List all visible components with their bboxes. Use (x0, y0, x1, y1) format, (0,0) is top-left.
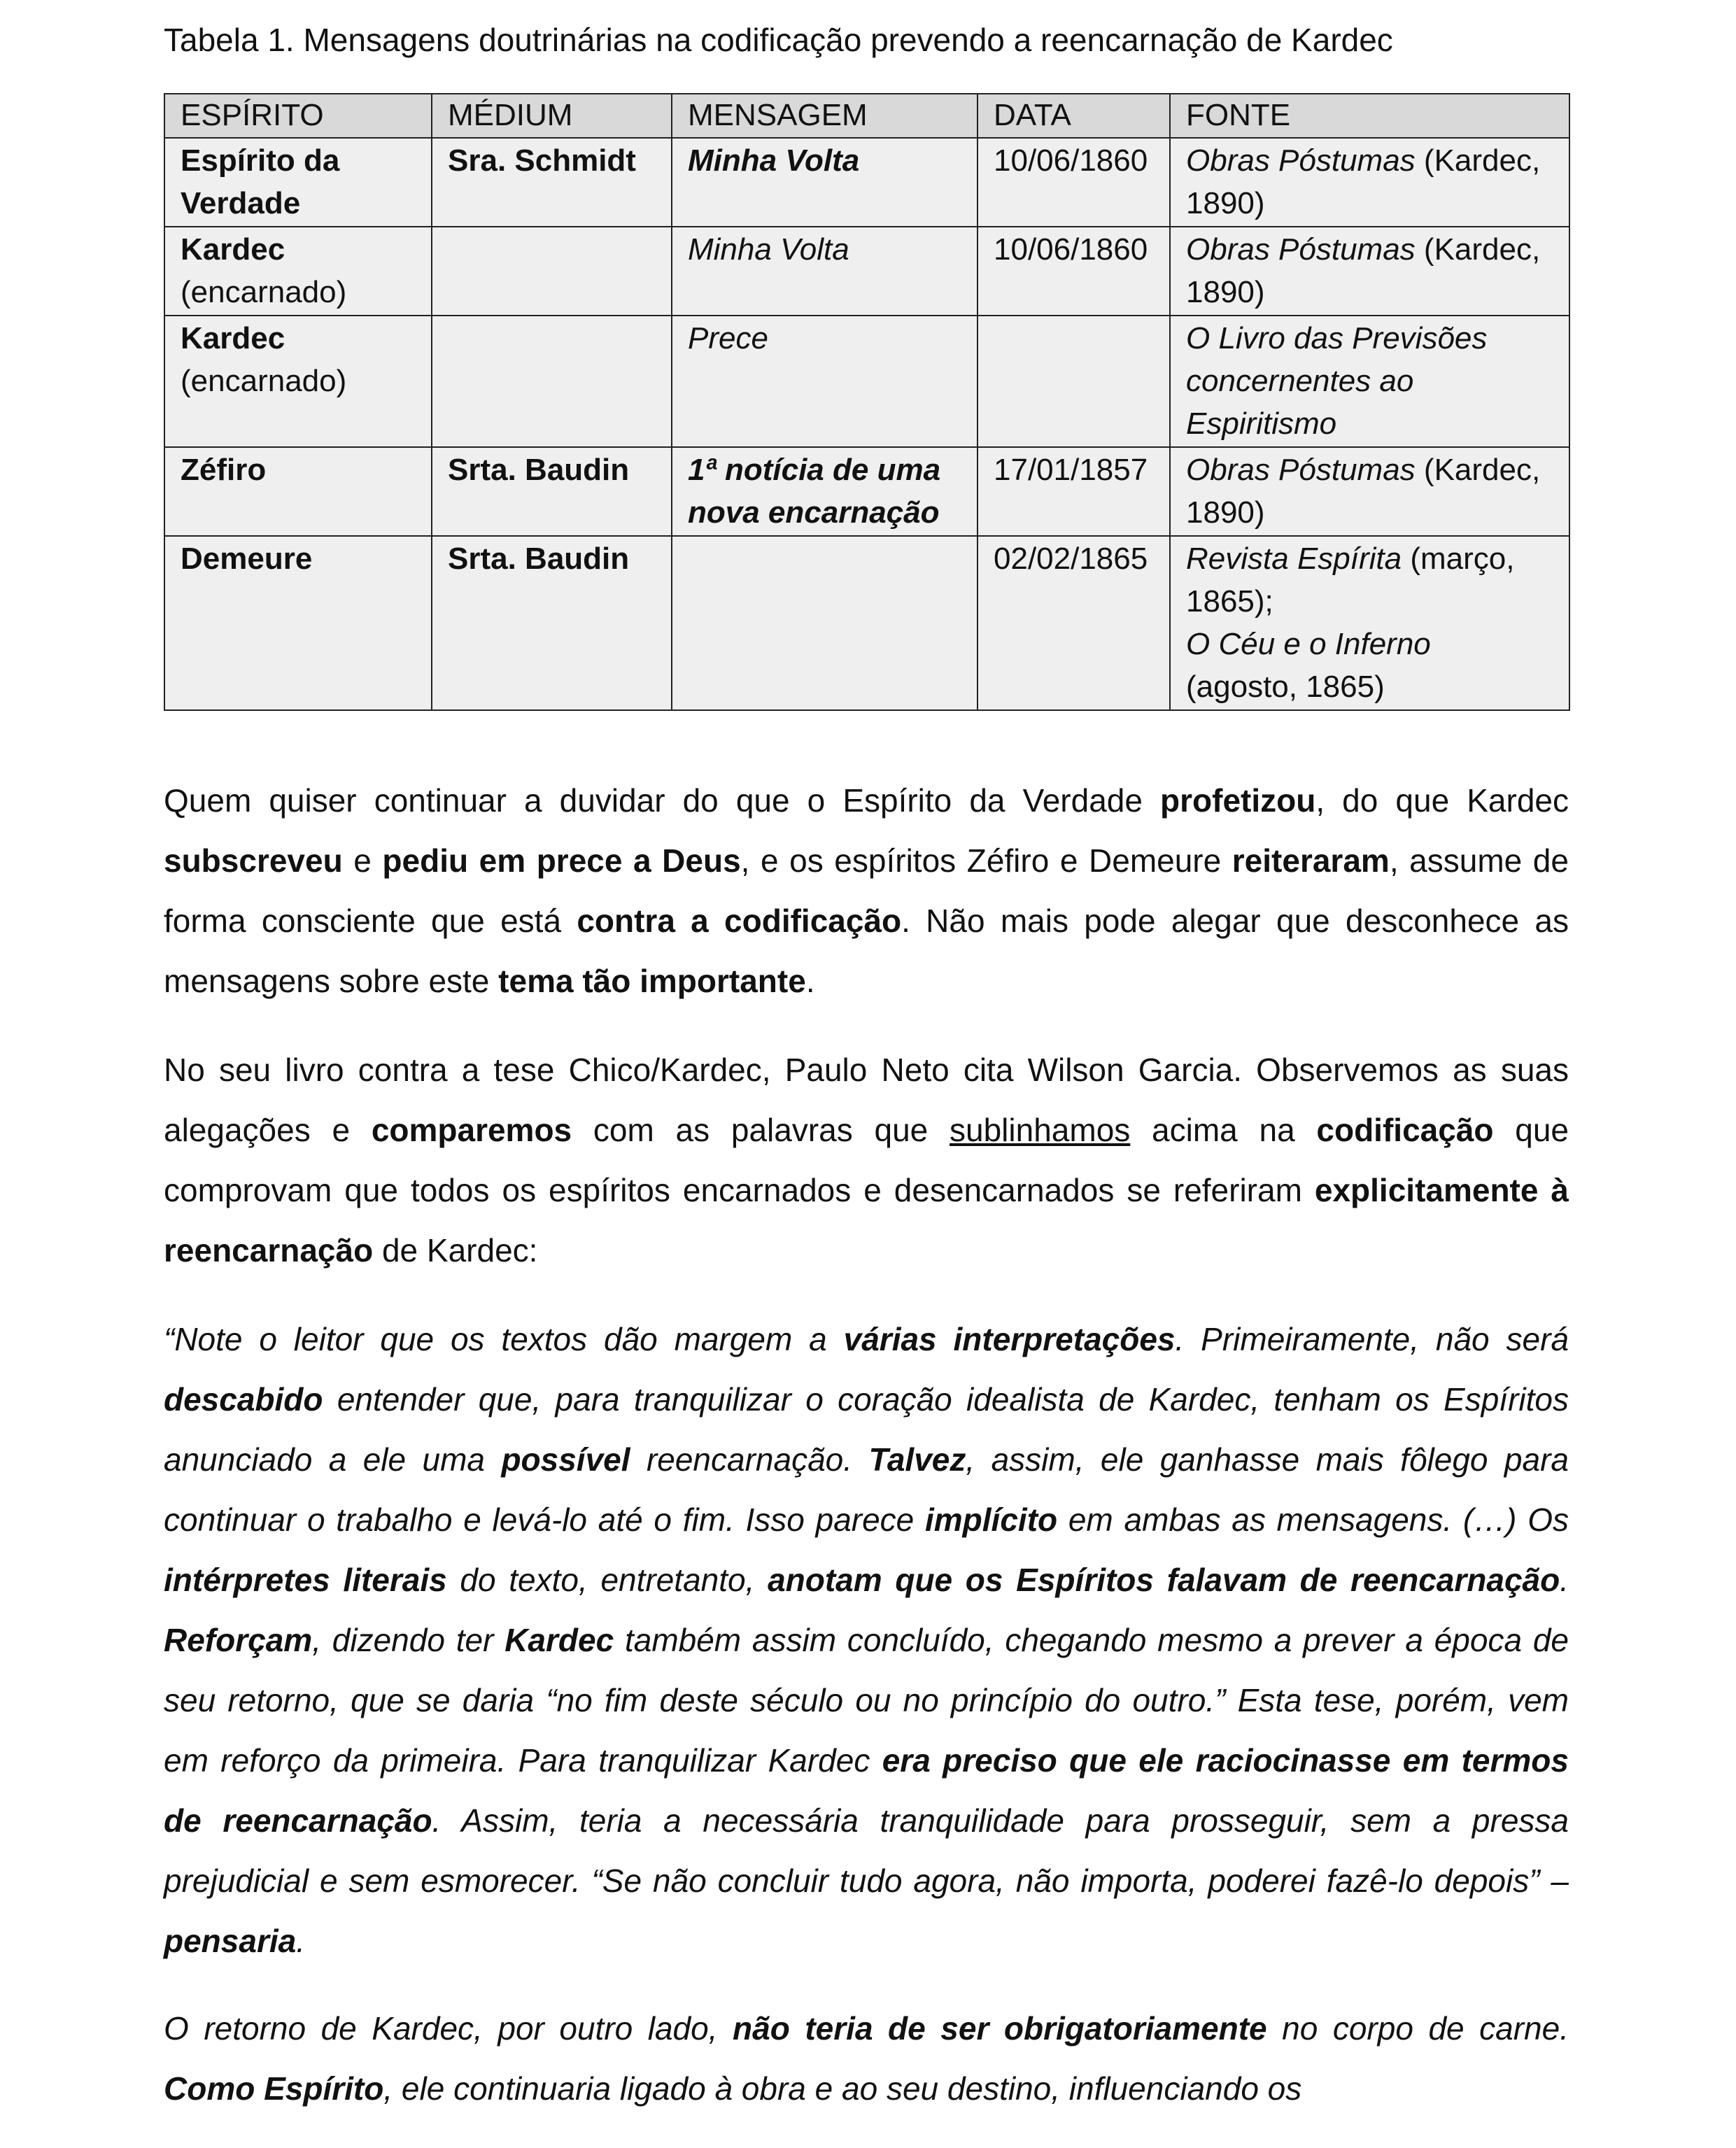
cell-medium (432, 227, 672, 316)
text-run: que comprovam que todos os espíritos encarnados e desencarnados se referiram (164, 1112, 1569, 1208)
text-run: do texto, entretanto, (446, 1562, 768, 1598)
cell-espirito (164, 227, 432, 316)
text-run: , do que Kardec (1315, 782, 1569, 819)
fonte-detail: (Kardec, 1890) (1186, 232, 1541, 309)
fonte-title: Obras Póstumas (1186, 143, 1416, 178)
text-run: . (1560, 1562, 1569, 1598)
bold-run: várias interpretações (843, 1321, 1176, 1357)
bold-run: subscreveu (164, 842, 343, 879)
cell-medium: Sra. Schmidt (432, 138, 672, 227)
table-row (164, 138, 1569, 227)
espirito-name: Kardec (181, 232, 285, 267)
bold-run: não teria de ser obrigatoriamente (733, 2010, 1267, 2047)
cell-mensagem: 1ª notícia de uma nova encarnação (672, 447, 978, 536)
paragraph-2 (164, 1040, 1569, 1280)
text-run: . Não mais pode alegar que desconhece as mensagens sobre este (164, 903, 1569, 999)
text-run: também assim concluído, chegando mesmo a prever a época de seu retorno, que se daria “no fim deste século ou no princípio do outro.” Esta tese, porém, vem em reforço da primeira. Para tranquilizar Kardec (164, 1622, 1569, 1779)
cell-mensagem: Minha Volta (672, 138, 978, 227)
cell-data: 17/01/1857 (978, 447, 1170, 536)
bold-run: Reforçam (164, 1622, 313, 1658)
table-caption: Tabela 1. Mensagens doutrinárias na codificação prevendo a reencarnação de Kardec (164, 22, 1393, 58)
fonte-detail: (Kardec, 1890) (1186, 143, 1541, 220)
bold-run: profetizou (1160, 782, 1316, 819)
cell-fonte: O Livro das Previsões concernentes ao Espiritismo (1170, 316, 1569, 447)
bold-run: pediu em prece a Deus (382, 842, 741, 879)
text-run: entender que, para tranquilizar o coração idealista de Kardec, tenham os Espíritos anunciado a ele uma (164, 1381, 1569, 1478)
bold-run: implícito (924, 1502, 1058, 1538)
espirito-name: Kardec (181, 321, 285, 355)
paragraph-1 (164, 770, 1569, 1011)
text-run: em ambas as mensagens. (…) Os (1057, 1502, 1569, 1538)
underlined-run: sublinhamos (950, 1112, 1131, 1148)
text-run: , dizendo ter (312, 1622, 505, 1658)
text-run: , assim, ele ganhasse mais fôlego para continuar o trabalho e levá-lo até o fim. Isso parece (164, 1441, 1569, 1538)
fonte-title: Obras Póstumas (1186, 453, 1416, 487)
bold-run: contra a codificação (577, 903, 902, 939)
cell-espirito: Espírito da Verdade (164, 138, 432, 227)
cell-fonte (1170, 138, 1569, 227)
header-mensagem: MENSAGEM (672, 94, 978, 138)
cell-espirito (164, 316, 432, 447)
table-row (164, 536, 1569, 710)
header-data: DATA (978, 94, 1170, 138)
fonte-title-2: O Céu e o Inferno (1186, 627, 1431, 661)
cell-data: 10/06/1860 (978, 227, 1170, 316)
espirito-note: (encarnado) (181, 364, 347, 398)
bold-run: Como Espírito (164, 2070, 384, 2107)
fonte-detail: (Kardec, 1890) (1186, 453, 1541, 530)
table-row (164, 227, 1569, 316)
cell-data: 10/06/1860 (978, 138, 1170, 227)
cell-data (978, 316, 1170, 447)
paragraph-4 (164, 1998, 1569, 2119)
text-run: . Assim, teria a necessária tranquilidade para prosseguir, sem a pressa prejudicial e sem esmorecer. “Se não concluir tudo agora, não importa, poderei fazê-lo depois” – (164, 1802, 1569, 1899)
bold-run: codificação (1316, 1112, 1494, 1148)
text-run: . (805, 963, 815, 999)
fonte-detail: (março, 1865); (1186, 542, 1515, 619)
bold-run: Talvez (868, 1441, 966, 1478)
cell-mensagem (672, 536, 978, 710)
text-run: . Primeiramente, não será (1175, 1321, 1569, 1357)
header-espirito: ESPÍRITO (164, 94, 432, 138)
bold-run: anotam que os Espíritos falavam de reencarnação (768, 1562, 1560, 1598)
text-run: “Note o leitor que os textos dão margem a (164, 1321, 844, 1357)
cell-espirito: Zéfiro (164, 447, 432, 536)
text-run: O retorno de Kardec, por outro lado, (164, 2010, 733, 2047)
quote-paragraph (164, 1309, 1569, 1971)
text-run: acima na (1130, 1112, 1317, 1148)
fonte-title: Obras Póstumas (1186, 232, 1416, 267)
text-run: , e os espíritos Zéfiro e Demeure (740, 842, 1232, 879)
cell-mensagem: Prece (672, 316, 978, 447)
bold-run: pensaria (164, 1923, 297, 1959)
fonte-title: Revista Espírita (1186, 542, 1402, 576)
cell-data: 02/02/1865 (978, 536, 1170, 710)
cell-fonte (1170, 536, 1569, 710)
bold-run: possível (501, 1441, 630, 1478)
bold-run: tema tão importante (498, 963, 806, 999)
fonte-detail-2: (agosto, 1865) (1186, 670, 1385, 704)
text-run: Quem quiser continuar a duvidar do que o Espírito da Verdade (164, 782, 1161, 819)
cell-medium: Srta. Baudin (432, 536, 672, 710)
bold-run: explicitamente à reencarnação (164, 1172, 1569, 1269)
cell-fonte (1170, 227, 1569, 316)
table-row (164, 316, 1569, 447)
header-fonte: FONTE (1170, 94, 1569, 138)
bold-run: descabido (164, 1381, 323, 1418)
bold-run: era preciso que ele raciocinasse em termos de reencarnação (164, 1742, 1569, 1839)
bold-run: Kardec (504, 1622, 614, 1658)
text-run: no corpo de carne. (1266, 2010, 1569, 2047)
bold-run: comparemos (371, 1112, 572, 1148)
table-row (164, 447, 1569, 536)
text-run: de Kardec: (373, 1232, 538, 1269)
bold-run: reiteraram (1232, 842, 1390, 879)
cell-espirito: Demeure (164, 536, 432, 710)
text-run: , ele continuaria ligado à obra e ao seu destino, influenciando os (383, 2070, 1302, 2107)
cell-medium (432, 316, 672, 447)
bold-run: intérpretes literais (164, 1562, 447, 1598)
cell-mensagem: Minha Volta (672, 227, 978, 316)
text-run: , assume de forma consciente que está (164, 842, 1569, 939)
table-header-row (164, 94, 1569, 138)
cell-medium: Srta. Baudin (432, 447, 672, 536)
messages-table (164, 93, 1570, 711)
text-run: . (296, 1923, 305, 1959)
text-run: e (342, 842, 383, 879)
header-medium: MÉDIUM (432, 94, 672, 138)
text-run: com as palavras que (572, 1112, 950, 1148)
espirito-note: (encarnado) (181, 275, 347, 309)
text-run: No seu livro contra a tese Chico/Kardec, Paulo Neto cita Wilson Garcia. Observemos as suas alegações e (164, 1052, 1569, 1148)
cell-fonte (1170, 447, 1569, 536)
text-run: reencarnação. (630, 1441, 869, 1478)
